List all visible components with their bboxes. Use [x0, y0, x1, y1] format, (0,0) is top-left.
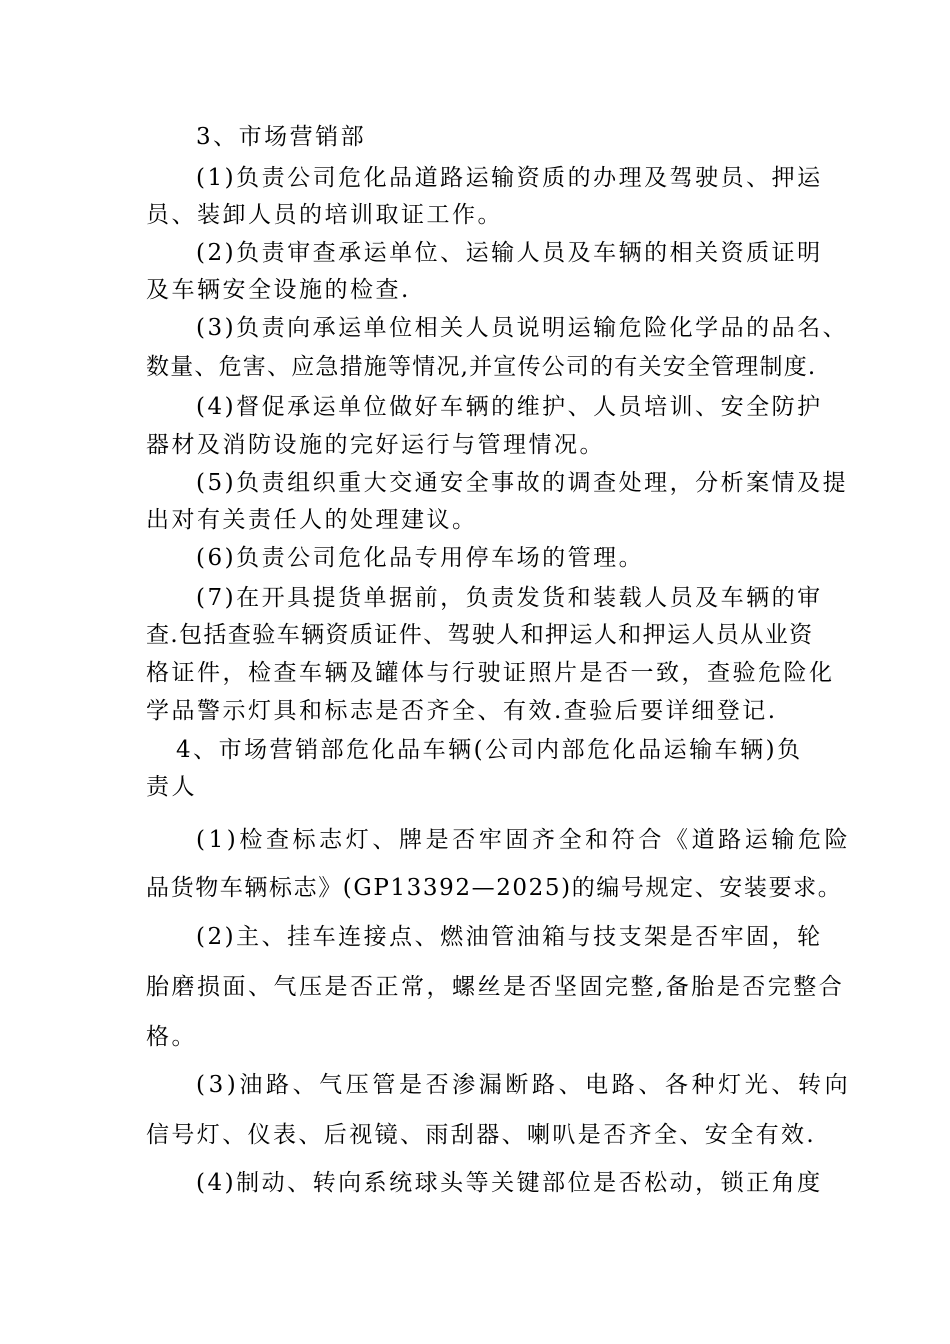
- paragraph-line: (1)负责公司危化品道路运输资质的办理及驾驶员、押运: [196, 165, 823, 191]
- paragraph-line: 查.包括查验车辆资质证件、驾驶人和押运人和押运人员从业资: [146, 622, 814, 648]
- paragraph-line: (1)检查标志灯、牌是否牢固齐全和符合《道路运输危险: [196, 827, 852, 853]
- section-heading-marketing: 3、市场营销部: [196, 124, 367, 150]
- paragraph-line: (2)主、挂车连接点、燃油管油箱与技支架是否牢固，轮: [196, 924, 823, 950]
- section-heading-vehicle-manager: 4、市场营销部危化品车辆(公司内部危化品运输车辆)负: [176, 737, 803, 763]
- paragraph-line: 出对有关责任人的处理建议。: [146, 507, 478, 533]
- paragraph-line: 胎磨损面、气压是否正常，螺丝是否坚固完整,备胎是否完整合: [146, 974, 845, 1000]
- paragraph-line: 及车辆安全设施的检查.: [146, 277, 411, 303]
- paragraph-line: (3)负责向承运单位相关人员说明运输危险化学品的品名、: [196, 315, 849, 341]
- paragraph-line: (6)负责公司危化品专用停车场的管理。: [196, 545, 645, 571]
- paragraph-line: 员、装卸人员的培训取证工作。: [146, 202, 503, 228]
- paragraph-line: 信号灯、仪表、后视镜、雨刮器、喇叭是否齐全、安全有效.: [146, 1122, 817, 1148]
- paragraph-line: (4)制动、转向系统球头等关键部位是否松动，锁正角度: [196, 1170, 823, 1196]
- paragraph-line: 学品警示灯具和标志是否齐全、有效.查验后要详细登记.: [146, 698, 778, 724]
- paragraph-line: 品货物车辆标志》(GP13392—2025)的编号规定、安装要求。: [146, 875, 843, 901]
- paragraph-line: 格。: [146, 1024, 197, 1050]
- paragraph-line: (3)油路、气压管是否渗漏断路、电路、各种灯光、转向: [196, 1072, 852, 1098]
- paragraph-line: 格证件，检查车辆及罐体与行驶证照片是否一致，查验危险化: [146, 660, 835, 686]
- paragraph-line: (4)督促承运单位做好车辆的维护、人员培训、安全防护: [196, 394, 823, 420]
- paragraph-line: 数量、危害、应急措施等情况,并宣传公司的有关安全管理制度.: [146, 354, 817, 380]
- paragraph-line: 责人: [146, 774, 197, 800]
- paragraph-line: 器材及消防设施的完好运行与管理情况。: [146, 432, 605, 458]
- paragraph-line: (7)在开具提货单据前，负责发货和装载人员及车辆的审: [196, 585, 823, 611]
- paragraph-line: (5)负责组织重大交通安全事故的调查处理，分析案情及提: [196, 470, 849, 496]
- paragraph-line: (2)负责审查承运单位、运输人员及车辆的相关资质证明: [196, 240, 823, 266]
